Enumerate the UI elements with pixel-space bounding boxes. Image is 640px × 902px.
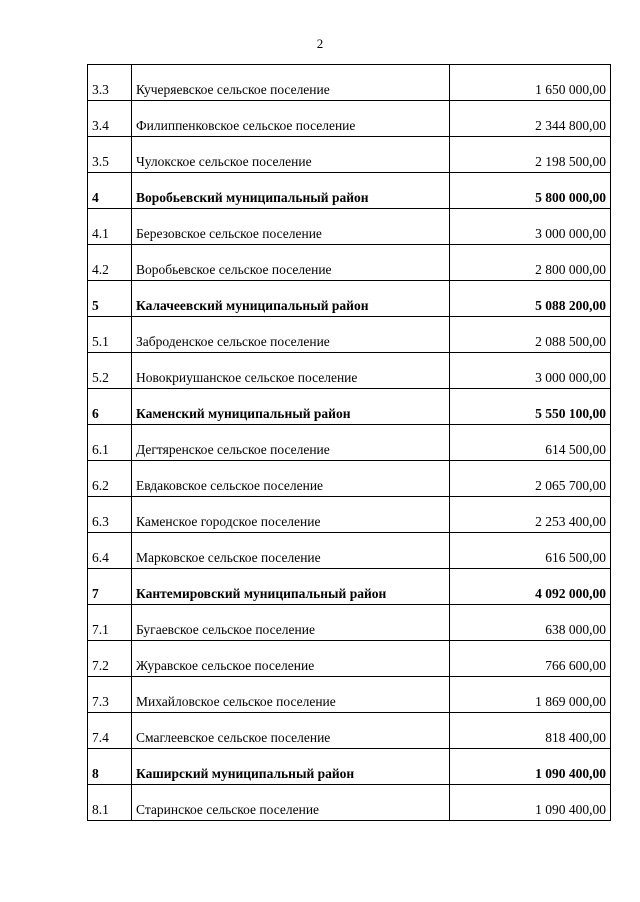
row-name: Дегтяренское сельское поселение [132, 425, 450, 461]
row-number: 7.3 [88, 677, 132, 713]
row-number: 4 [88, 173, 132, 209]
row-amount: 638 000,00 [450, 605, 611, 641]
row-number: 3.5 [88, 137, 132, 173]
row-amount: 3 000 000,00 [450, 209, 611, 245]
row-amount: 1 869 000,00 [450, 677, 611, 713]
row-name: Евдаковское сельское поселение [132, 461, 450, 497]
row-number: 7.1 [88, 605, 132, 641]
row-name: Журавское сельское поселение [132, 641, 450, 677]
district-row [88, 389, 611, 425]
district-row [88, 173, 611, 209]
row-number: 8.1 [88, 785, 132, 821]
row-number: 6.2 [88, 461, 132, 497]
row-name: Чулокское сельское поселение [132, 137, 450, 173]
row-number: 7 [88, 569, 132, 605]
row-amount: 616 500,00 [450, 533, 611, 569]
page-number: 2 [316, 36, 324, 51]
row-number: 4.2 [88, 245, 132, 281]
settlement-row [88, 425, 611, 461]
row-name: Каменское городское поселение [132, 497, 450, 533]
row-amount: 5 550 100,00 [450, 389, 611, 425]
row-number: 7.2 [88, 641, 132, 677]
settlement-row [88, 245, 611, 281]
row-number: 6 [88, 389, 132, 425]
row-name: Смаглеевское сельское поселение [132, 713, 450, 749]
row-number: 4.1 [88, 209, 132, 245]
settlement-row [88, 713, 611, 749]
settlement-row [88, 785, 611, 821]
row-amount: 2 800 000,00 [450, 245, 611, 281]
row-name: Воробьевский муниципальный район [132, 173, 450, 209]
row-name: Старинское сельское поселение [132, 785, 450, 821]
row-amount: 1 650 000,00 [450, 65, 611, 101]
district-row [88, 281, 611, 317]
settlement-row [88, 137, 611, 173]
row-name: Березовское сельское поселение [132, 209, 450, 245]
district-row [88, 569, 611, 605]
settlement-row [88, 317, 611, 353]
settlement-row [88, 65, 611, 101]
row-amount: 5 800 000,00 [450, 173, 611, 209]
row-amount: 3 000 000,00 [450, 353, 611, 389]
row-amount: 2 253 400,00 [450, 497, 611, 533]
row-name: Филиппенковское сельское поселение [132, 101, 450, 137]
district-row [88, 749, 611, 785]
settlement-row [88, 677, 611, 713]
row-number: 5.2 [88, 353, 132, 389]
row-number: 7.4 [88, 713, 132, 749]
row-number: 6.3 [88, 497, 132, 533]
row-name: Заброденское сельское поселение [132, 317, 450, 353]
row-amount: 1 090 400,00 [450, 785, 611, 821]
row-name: Новокриушанское сельское поселение [132, 353, 450, 389]
settlement-row [88, 101, 611, 137]
settlement-row [88, 209, 611, 245]
row-number: 6.4 [88, 533, 132, 569]
row-number: 3.3 [88, 65, 132, 101]
row-number: 8 [88, 749, 132, 785]
settlement-row [88, 461, 611, 497]
row-name: Каширский муниципальный район [132, 749, 450, 785]
row-name: Кантемировский муниципальный район [132, 569, 450, 605]
row-name: Каменский муниципальный район [132, 389, 450, 425]
row-name: Воробьевское сельское поселение [132, 245, 450, 281]
row-name: Калачеевский муниципальный район [132, 281, 450, 317]
settlement-row [88, 641, 611, 677]
row-number: 6.1 [88, 425, 132, 461]
row-number: 3.4 [88, 101, 132, 137]
row-amount: 818 400,00 [450, 713, 611, 749]
row-name: Бугаевское сельское поселение [132, 605, 450, 641]
settlement-row [88, 605, 611, 641]
row-amount: 4 092 000,00 [450, 569, 611, 605]
row-amount: 5 088 200,00 [450, 281, 611, 317]
row-amount: 614 500,00 [450, 425, 611, 461]
row-name: Марковское сельское поселение [132, 533, 450, 569]
row-amount: 2 344 800,00 [450, 101, 611, 137]
row-amount: 2 088 500,00 [450, 317, 611, 353]
row-amount: 2 198 500,00 [450, 137, 611, 173]
row-number: 5 [88, 281, 132, 317]
settlement-row [88, 497, 611, 533]
row-name: Михайловское сельское поселение [132, 677, 450, 713]
row-number: 5.1 [88, 317, 132, 353]
settlement-row [88, 533, 611, 569]
settlement-row [88, 353, 611, 389]
budget-allocation-table [87, 64, 611, 821]
row-amount: 2 065 700,00 [450, 461, 611, 497]
row-amount: 1 090 400,00 [450, 749, 611, 785]
row-amount: 766 600,00 [450, 641, 611, 677]
table-body [88, 65, 611, 821]
row-name: Кучеряевское сельское поселение [132, 65, 450, 101]
